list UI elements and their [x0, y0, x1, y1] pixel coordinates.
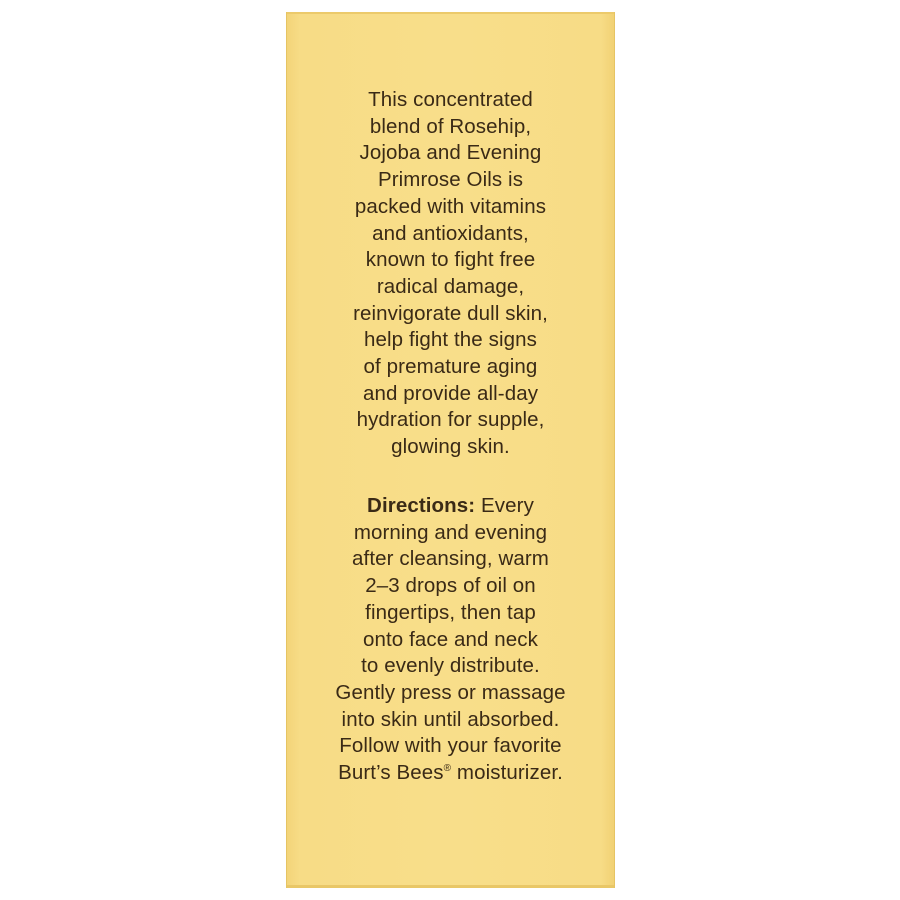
product-description	[287, 87, 614, 461]
description-line: Primrose Oils is	[377, 168, 524, 192]
description-line: Jojoba and Evening	[359, 141, 542, 165]
directions-line: after cleansing, warm	[352, 547, 549, 571]
directions-line: into skin until absorbed.	[341, 707, 560, 731]
directions-first-line	[287, 493, 614, 520]
brand-name: Burt’s Bees	[338, 761, 444, 785]
directions-line: Gently press or massage	[335, 680, 566, 704]
directions-text: moisturizer.	[451, 761, 563, 785]
description-line: help fight the signs	[364, 328, 537, 352]
description-line: glowing skin.	[391, 435, 510, 459]
registered-mark: ®	[443, 763, 452, 775]
description-line: of premature aging	[363, 355, 538, 379]
directions-last-line	[287, 760, 614, 787]
directions-line: Follow with your favorite	[339, 734, 562, 758]
description-line: reinvigorate dull skin,	[353, 301, 548, 325]
description-line: packed with vitamins	[354, 194, 547, 218]
directions-line: 2–3 drops of oil on	[365, 574, 536, 598]
directions-section	[287, 493, 614, 787]
description-line: hydration for supple,	[356, 408, 545, 432]
description-line: known to fight free	[365, 248, 536, 272]
directions-text: Every	[475, 494, 534, 517]
directions-label: Directions:	[367, 494, 476, 517]
description-line: and provide all-day	[362, 381, 539, 405]
directions-line: fingertips, then tap	[365, 600, 536, 624]
directions-line: to evenly distribute.	[361, 654, 540, 678]
description-line: This concentrated	[368, 88, 533, 111]
product-box-side-panel	[286, 12, 615, 888]
description-line: blend of Rosehip,	[369, 114, 532, 138]
directions-line: morning and evening	[353, 520, 548, 544]
description-line: and antioxidants,	[372, 221, 529, 245]
description-line: radical damage,	[376, 274, 525, 298]
directions-line: onto face and neck	[362, 627, 539, 651]
